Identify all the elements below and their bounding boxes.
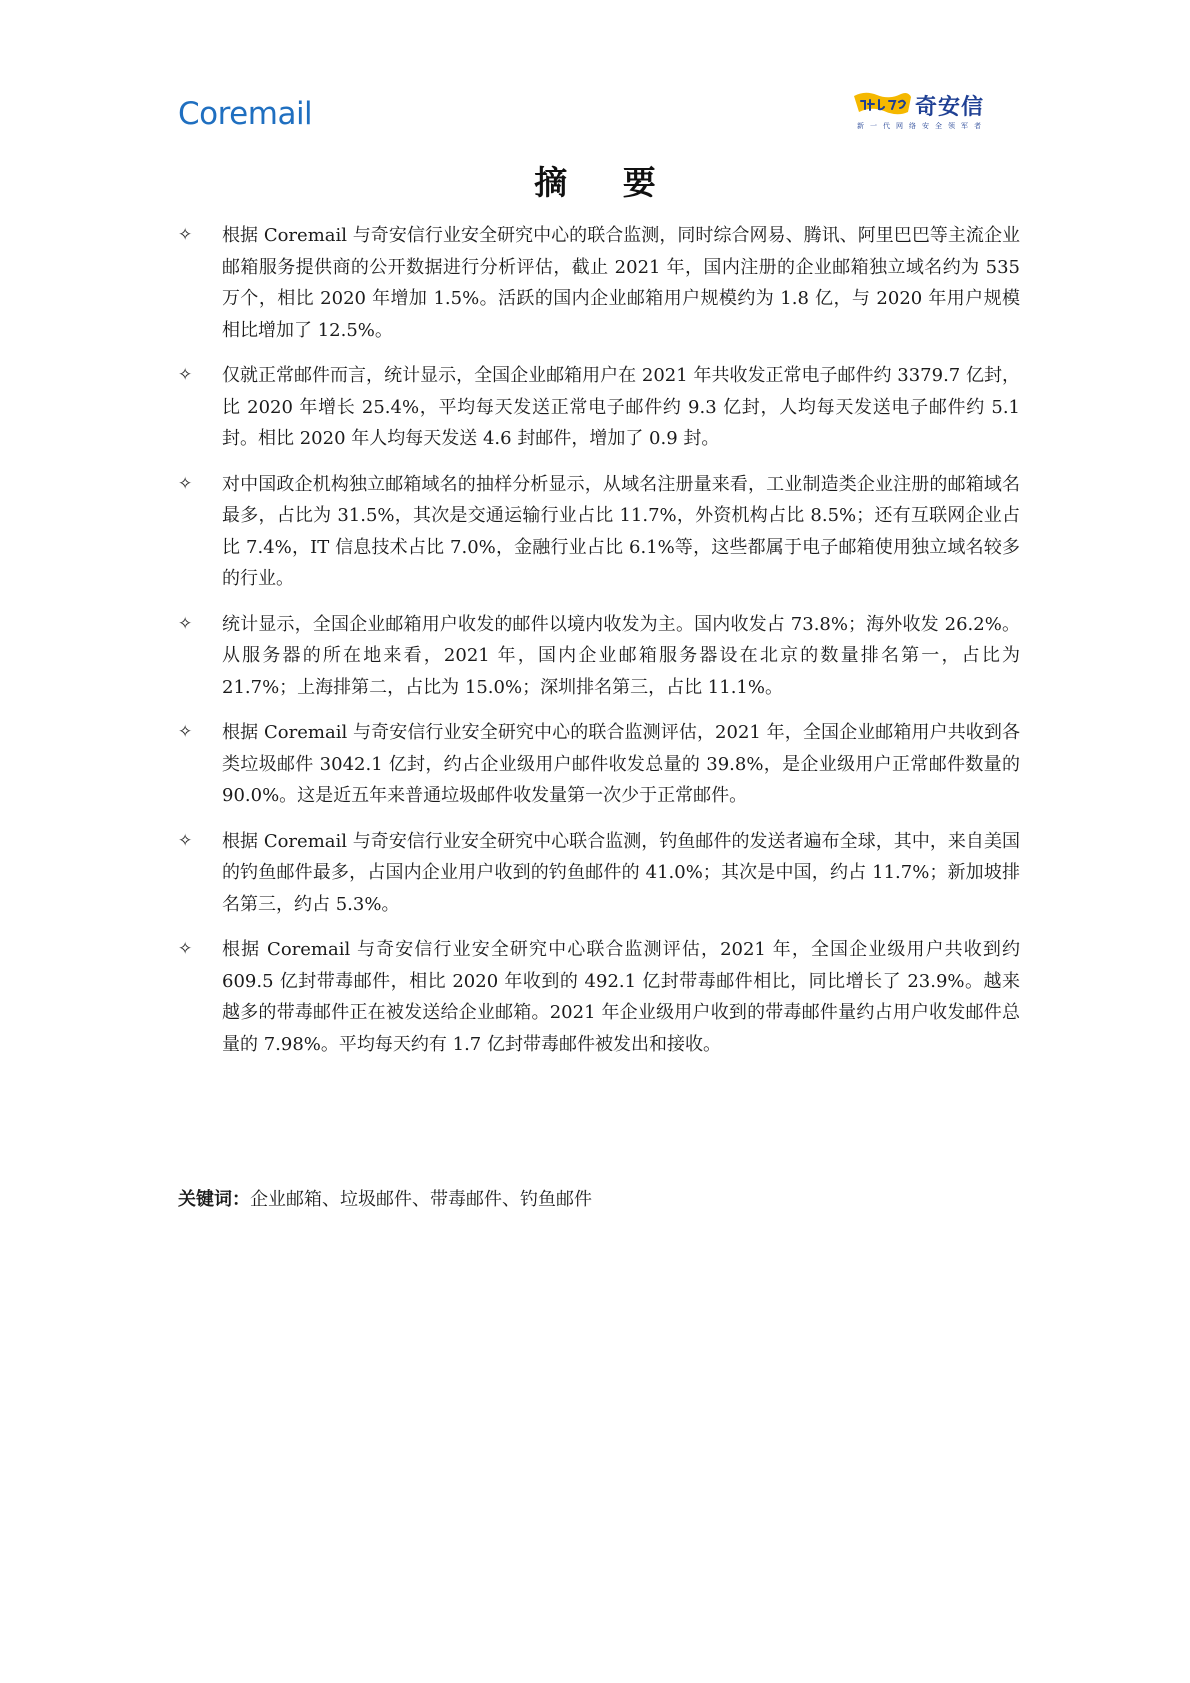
summary-item bbox=[178, 826, 1020, 921]
keywords-value: 企业邮箱、垃圾邮件、带毒邮件、钓鱼邮件 bbox=[250, 1189, 592, 1210]
qianxin-logo bbox=[851, 88, 1001, 134]
keywords-label: 关键词： bbox=[178, 1189, 250, 1210]
diamond-star-icon: ✧ bbox=[178, 365, 193, 385]
page-title: 摘 要 bbox=[534, 163, 656, 202]
diamond-star-icon: ✧ bbox=[178, 722, 193, 742]
diamond-star-icon: ✧ bbox=[178, 939, 193, 959]
summary-item-text: 根据 Coremail 与奇安信行业安全研究中心的联合监测，同时综合网易、腾讯、阿里巴巴等主流企业邮箱服务提供商的公开数据进行分析评估，截止 2021 年，国内注册的企业邮箱独立域名约为 535 万个，相比 2020 年增加 1.5%。活跃的国内企业邮箱用户规模约为 1.8 亿，与 2020 年用户规模相比增加了 12.5%。 bbox=[222, 225, 1020, 341]
summary-item-text: 根据 Coremail 与奇安信行业安全研究中心联合监测，钓鱼邮件的发送者遍布全球，其中，来自美国的钓鱼邮件最多，占国内企业用户收到的钓鱼邮件的 41.0%；其次是中国，约占 11.7%；新加坡排名第三，约占 5.3%。 bbox=[222, 830, 1020, 915]
summary-item-text: 根据 Coremail 与奇安信行业安全研究中心联合监测评估，2021 年，全国企业级用户共收到约 609.5 亿封带毒邮件，相比 2020 年收到的 492.1 亿封带毒邮件相比，同比增长了 23.9%。越来越多的带毒邮件正在被发送给企业邮箱。2021 年企业级用户收到的带毒邮件量约占用户收发邮件总量的 7.98%。平均每天约有 1.7 亿封带毒邮件被发出和接收。 bbox=[222, 939, 1020, 1055]
summary-item bbox=[178, 934, 1020, 1060]
diamond-star-icon: ✧ bbox=[178, 830, 193, 851]
keywords bbox=[178, 1186, 592, 1214]
summary-item bbox=[178, 220, 1020, 346]
summary-list bbox=[178, 220, 1020, 1074]
diamond-star-icon: ✧ bbox=[178, 473, 193, 494]
diamond-star-icon: ✧ bbox=[178, 225, 193, 245]
summary-item bbox=[178, 469, 1020, 595]
qianxin-tagline: 新一代网络安全领军者 bbox=[857, 122, 987, 130]
coremail-logo: Coremail bbox=[178, 96, 313, 132]
summary-item-text: 统计显示，全国企业邮箱用户收发的邮件以境内收发为主。国内收发占 73.8%；海外收发 26.2%。从服务器的所在地来看，2021 年，国内企业邮箱服务器设在北京的数量排名第一，占比为 21.7%；上海排第二，占比为 15.0%；深圳排名第三，占比 11.1%。 bbox=[222, 613, 1020, 698]
summary-item bbox=[178, 609, 1020, 704]
summary-item-text: 根据 Coremail 与奇安信行业安全研究中心的联合监测评估，2021 年，全国企业邮箱用户共收到各类垃圾邮件 3042.1 亿封，约占企业级用户邮件收发总量的 39.8%，是企业级用户正常邮件数量的 90.0%。这是近五年来普通垃圾邮件收发量第一次少于正常邮件。 bbox=[222, 722, 1020, 806]
summary-item bbox=[178, 717, 1020, 812]
summary-item bbox=[178, 360, 1020, 455]
diamond-star-icon: ✧ bbox=[178, 613, 193, 634]
summary-item-text: 仅就正常邮件而言，统计显示，全国企业邮箱用户在 2021 年共收发正常电子邮件约 3379.7 亿封，比 2020 年增长 25.4%，平均每天发送正常电子邮件约 9.3 亿封，人均每天发送电子邮件约 5.1 封。相比 2020 年人均每天发送 4.6 封邮件，增加了 0.9 封。 bbox=[222, 365, 1020, 449]
summary-item-text: 对中国政企机构独立邮箱域名的抽样分析显示，从域名注册量来看，工业制造类企业注册的邮箱域名最多，占比为 31.5%，其次是交通运输行业占比 11.7%，外资机构占比 8.5%；还有互联网企业占比 7.4%，IT 信息技术占比 7.0%，金融行业占比 6.1%等，这些都属于电子邮箱使用独立域名较多的行业。 bbox=[222, 473, 1020, 589]
qianxin-name: 奇安信 bbox=[915, 95, 985, 120]
qianxin-mark-icon bbox=[851, 90, 913, 118]
